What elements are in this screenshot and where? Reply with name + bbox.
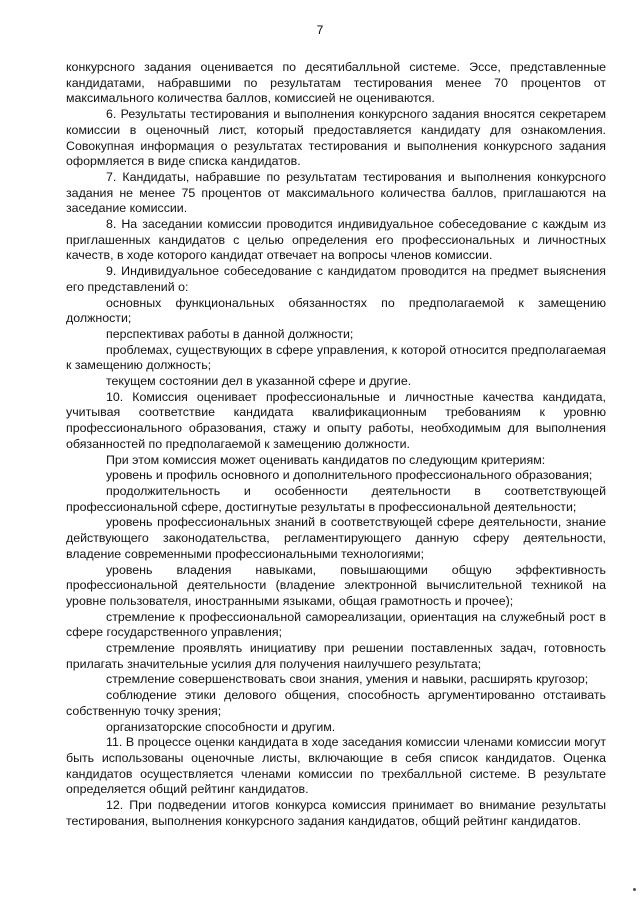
paragraph: основных функциональных обязанностях по предполагаемой к замещению должности; — [66, 295, 606, 326]
corner-mark — [633, 888, 636, 891]
paragraph: уровень профессиональных знаний в соответствующей сфере деятельности, знание действующего законодательства, регламентирующего данную сферу деятельности, владение современными профессиональными технологиями; — [66, 515, 606, 561]
paragraph: организаторские способности и другим. — [106, 719, 336, 734]
page-number: 7 — [316, 23, 324, 37]
paragraph: 12. При подведении итогов конкурса комиссия принимает во внимание результаты тестирования, выполнения конкурсного задания кандидатов, общий рейтинг кандидатов. — [66, 798, 606, 828]
paragraph: 10. Комиссия оценивает профессиональные и личностные качества кандидата, учитывая соответствие кандидата квалификационным требованиям к уровню профессионального образования, стажу и опыту работы, необходимым для выполнения обязанностей по предполагаемой к замещению должности. — [66, 389, 606, 451]
paragraph: уровень и профиль основного и дополнительного профессионального образования; — [106, 468, 593, 483]
paragraph: 8. На заседании комиссии проводится индивидуальное собеседование с каждым из приглашенных кандидатов с целью определения его профессиональных и личностных качеств, в ходе которого кандидат отвечает на вопросы членов комиссии. — [66, 217, 606, 263]
paragraph: текущем состоянии дел в указанной сфере и другие. — [106, 374, 412, 389]
paragraph: стремление к профессиональной самореализации, ориентация на служебный рост в сфере государственного управления; — [66, 609, 606, 640]
paragraph: стремление совершенствовать свои знания, умения и навыки, расширять кругозор; — [106, 672, 589, 687]
paragraph: уровень владения навыками, повышающими общую эффективность профессиональной деятельности (владение электронной вычислительной техникой на уровне пользователя, иностранными языками, общая грамотность и прочее); — [66, 562, 606, 608]
document-body — [66, 60, 606, 829]
paragraph: 6. Результаты тестирования и выполнения конкурсного задания вносятся секретарем комиссии в оценочный лист, который предоставляется кандидату для ознакомления. Совокупная информация о результатах тестирования и выполнения конкурсного задания оформляется в виде списка кандидатов. — [66, 107, 606, 169]
paragraph: 9. Индивидуальное собеседование с кандидатом проводится на предмет выяснения его представлений о: — [66, 264, 606, 294]
paragraph: конкурсного задания оценивается по десятибалльной системе. Эссе, представленные кандидатами, набравшими по результатам тестирования менее 70 процентов от максимального количества баллов, комиссией не оцениваются. — [66, 60, 606, 106]
paragraph: перспективах работы в данной должности; — [106, 326, 354, 341]
paragraph: 7. Кандидаты, набравшие по результатам тестирования и выполнения конкурсного задания не менее 75 процентов от максимального количества баллов, приглашаются на заседание комиссии. — [66, 169, 606, 216]
paragraph: продолжительность и особенности деятельности в соответствующей профессиональной сфере, достигнутые результаты в профессиональной деятельности; — [66, 483, 606, 514]
paragraph: 11. В процессе оценки кандидата в ходе заседания комиссии членами комиссии могут быть использованы оценочные листы, включающие в себя список кандидатов. Оценка кандидатов осуществляется членами комиссии по трехбалльной системе. В результате определяется общий рейтинг кандидатов. — [66, 735, 606, 797]
paragraph: стремление проявлять инициативу при решении поставленных задач, готовность прилагать значительные усилия для получения наилучшего результата; — [66, 641, 606, 671]
paragraph: При этом комиссия может оценивать кандидатов по следующим критериям: — [106, 452, 546, 467]
paragraph: проблемах, существующих в сфере управления, к которой относится предполагаемая к замещению должность; — [66, 342, 606, 373]
paragraph: соблюдение этики делового общения, способность аргументированно отстаивать собственную точку зрения; — [66, 688, 606, 718]
